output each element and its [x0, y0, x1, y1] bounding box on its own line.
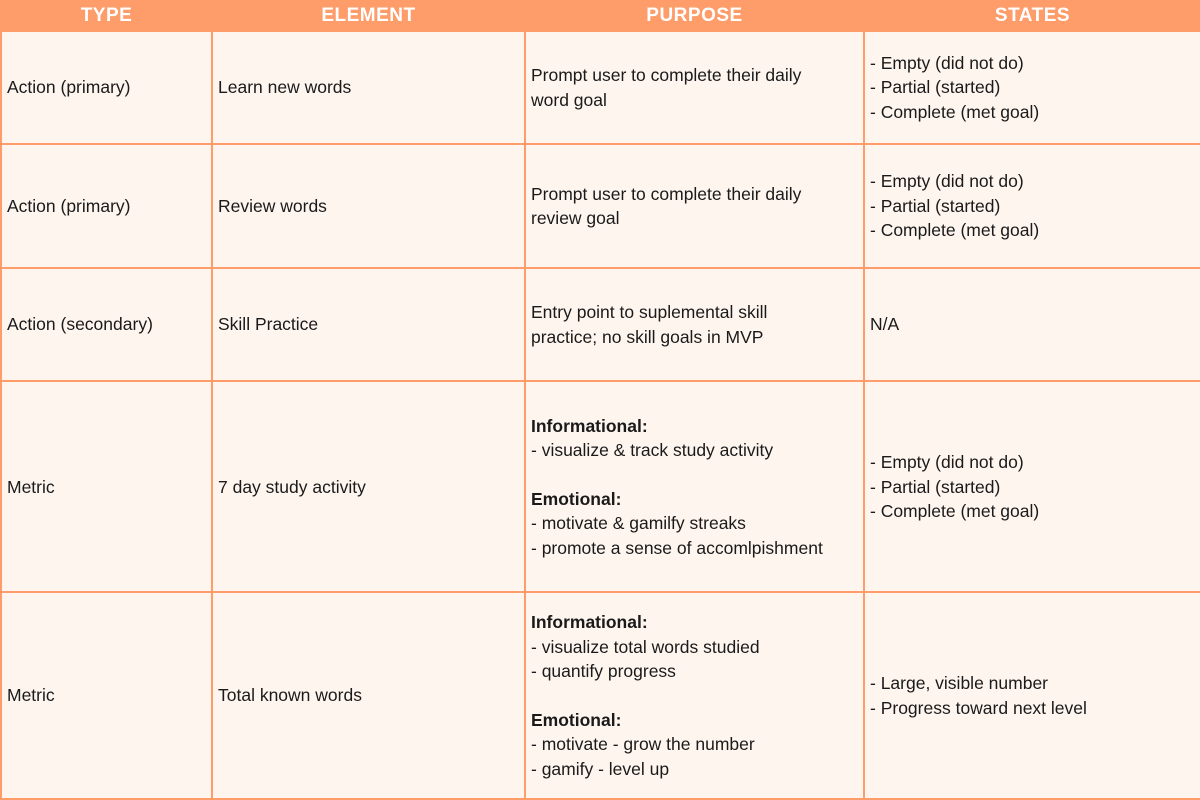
- table-row: [2, 593, 1200, 798]
- table-row: [2, 32, 1200, 143]
- purpose-line: - motivate - grow the number: [531, 734, 755, 755]
- state-item: - Complete (met goal): [870, 220, 1040, 241]
- purpose-line: - gamify - level up: [531, 758, 670, 779]
- emotional-heading: Emotional:: [531, 488, 622, 509]
- type-cell: Metric: [2, 593, 211, 798]
- purpose-line: - visualize total words studied: [531, 636, 760, 657]
- purpose-cell: [526, 32, 863, 143]
- purpose-cell: [526, 269, 863, 380]
- purpose-line: - visualize & track study activity: [531, 440, 774, 460]
- purpose-line: Entry point to suplemental skill: [531, 302, 768, 323]
- state-item: - Empty (did not do): [870, 452, 1024, 472]
- states-cell: [865, 32, 1200, 143]
- states-cell: [865, 593, 1200, 798]
- header-purpose: PURPOSE: [526, 2, 863, 30]
- states-cell: [865, 145, 1200, 266]
- purpose-cell: [526, 382, 863, 591]
- state-item: - Partial (started): [870, 195, 1001, 216]
- element-cell: Skill Practice: [213, 269, 524, 380]
- table-row: [2, 269, 1200, 380]
- header-states: STATES: [865, 2, 1200, 30]
- purpose-line: practice; no skill goals in MVP: [531, 326, 764, 347]
- type-cell: Action (primary): [2, 32, 211, 143]
- table-row: [2, 382, 1200, 591]
- purpose-cell: [526, 593, 863, 798]
- state-item: - Empty (did not do): [870, 171, 1024, 192]
- states-cell: [865, 269, 1200, 380]
- purpose-line: Prompt user to complete their daily: [531, 65, 802, 86]
- states-cell: [865, 382, 1200, 591]
- informational-heading: Informational:: [531, 415, 648, 436]
- type-cell: Action (primary): [2, 145, 211, 266]
- state-item: - Partial (started): [870, 476, 1001, 497]
- state-item: - Complete (met goal): [870, 101, 1040, 122]
- purpose-line: word goal: [531, 89, 607, 110]
- table-row: [2, 145, 1200, 266]
- table-body: [2, 32, 1200, 798]
- spacer: [531, 463, 858, 487]
- state-item: - Progress toward next level: [870, 697, 1087, 718]
- header-element: ELEMENT: [213, 2, 524, 30]
- purpose-line: review goal: [531, 208, 620, 229]
- informational-heading: Informational:: [531, 612, 648, 633]
- purpose-cell: [526, 145, 863, 266]
- element-cell: 7 day study activity: [213, 382, 524, 591]
- type-cell: Metric: [2, 382, 211, 591]
- element-cell: Learn new words: [213, 32, 524, 143]
- purpose-line: - motivate & gamilfy streaks: [531, 513, 746, 533]
- state-item: - Complete (met goal): [870, 501, 1040, 521]
- purpose-line: Prompt user to complete their daily: [531, 183, 802, 204]
- header-row: [2, 2, 1200, 30]
- state-item: - Partial (started): [870, 77, 1001, 98]
- spacer: [531, 684, 858, 708]
- type-cell: Action (secondary): [2, 269, 211, 380]
- element-cell: Review words: [213, 145, 524, 266]
- header-type: TYPE: [2, 2, 211, 30]
- state-item: - Large, visible number: [870, 673, 1048, 694]
- state-item: - Empty (did not do): [870, 52, 1024, 73]
- emotional-heading: Emotional:: [531, 709, 622, 730]
- state-item: N/A: [870, 314, 900, 335]
- purpose-line: - quantify progress: [531, 661, 676, 682]
- purpose-line: - promote a sense of accomlpishment: [531, 537, 823, 558]
- table-header: [2, 2, 1200, 30]
- element-cell: Total known words: [213, 593, 524, 798]
